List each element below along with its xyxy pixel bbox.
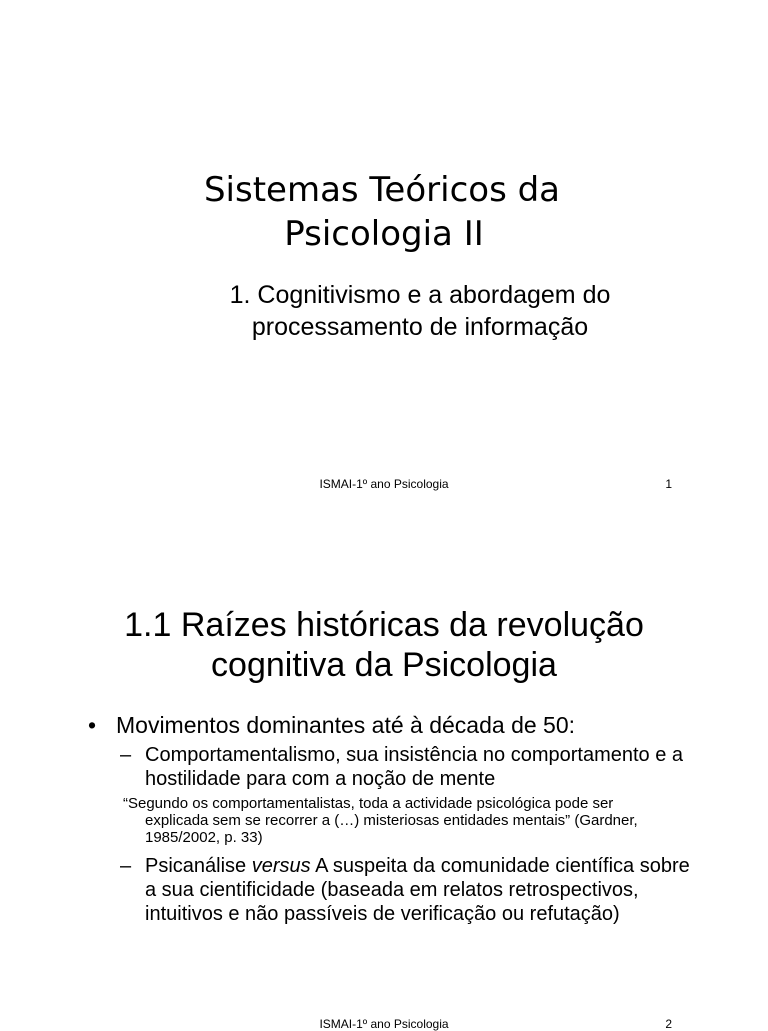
slide-1-title-line-1: Sistemas Teóricos da: [203, 170, 561, 210]
sub-bullet-item: [0, 743, 768, 791]
slide-2-title-line-1: 1.1 Raízes históricas da revolução: [124, 606, 644, 644]
slide-1-footer: ISMAI-1º ano Psicologia: [319, 477, 449, 491]
quote-text: “Segundo os comportamentalistas, toda a actividade psicológica pode ser explicada sem se recorrer a (…) misteriosas entidades mentais” (Gardner, 1985/2002, p. 33): [123, 795, 638, 846]
slide-2: [0, 512, 768, 1031]
dash-mark: –: [120, 855, 132, 877]
slide-1-subtitle-line-1: 1. Cognitivismo e a abordagem do: [229, 281, 611, 309]
sub-bullet-text-after: A suspeita da comunidade científica sobre a sua cientificidade (baseada em relatos retrospectivos, intuitivos e não passíveis de verificação ou refutação): [145, 855, 690, 925]
slide-2-bullet-list: [0, 711, 768, 930]
bullet-mark: •: [88, 712, 97, 738]
sub-bullet-text-italic: versus: [251, 855, 311, 877]
slide-2-title-line-2: cognitiva da Psicologia: [211, 646, 557, 684]
dash-mark: –: [120, 744, 132, 766]
slide-1: [0, 0, 768, 512]
slide-2-title: [80, 605, 688, 685]
bullet-item: [0, 711, 768, 739]
sub-bullet-text-before: Psicanálise: [145, 855, 252, 877]
sub-bullet-item: [0, 854, 768, 926]
slide-2-page-number: 2: [665, 1017, 672, 1031]
slide-2-footer: ISMAI-1º ano Psicologia: [319, 1017, 449, 1031]
slide-1-page-number: 1: [665, 477, 672, 491]
bullet-text: Movimentos dominantes até à década de 50:: [116, 712, 576, 738]
slide-1-subtitle: [180, 279, 660, 343]
slide-1-title: [0, 168, 768, 256]
slide-1-title-line-2: Psicologia II: [284, 214, 484, 254]
sub-bullet-text: Comportamentalismo, sua insistência no comportamento e a hostilidade para com a noção de mente: [145, 744, 684, 790]
slide-1-subtitle-line-2: processamento de informação: [251, 313, 589, 341]
